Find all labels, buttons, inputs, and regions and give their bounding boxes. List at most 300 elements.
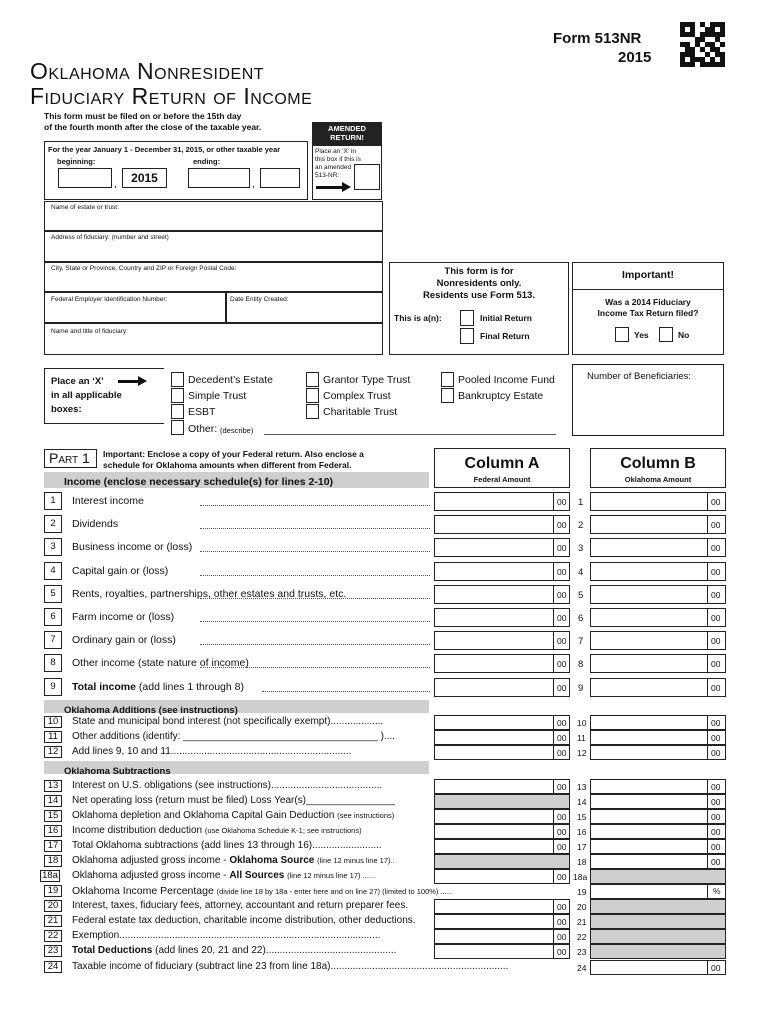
cents-divider <box>707 794 708 809</box>
cents-label: 00 <box>711 497 721 507</box>
cents-divider <box>553 839 554 854</box>
line-label-part: (use Oklahoma Schedule K-1; see instructions) <box>204 826 362 835</box>
line-number: 15 <box>44 810 62 822</box>
line-number-mid: 15 <box>577 812 587 822</box>
cents-divider <box>553 538 554 557</box>
column-b-input[interactable] <box>590 585 726 604</box>
dot-leader <box>200 551 430 552</box>
line-number-mid: 1 <box>578 497 584 508</box>
line-number: 10 <box>44 716 62 728</box>
cents-divider <box>707 492 708 511</box>
column-a-input[interactable] <box>434 914 570 929</box>
column-b-input[interactable] <box>590 515 726 534</box>
cents-divider <box>553 779 554 794</box>
part1-label-text: Part 1 <box>49 450 90 466</box>
dot-leader <box>200 667 430 668</box>
column-b-input[interactable] <box>590 562 726 581</box>
line-label-part: (line 12 minus line 17).. <box>317 856 395 865</box>
line-number-mid: 7 <box>578 636 584 648</box>
line-number: 2 <box>44 515 62 533</box>
line-label-text: Capital gain or (loss) <box>72 564 169 577</box>
cents-label: 00 <box>711 857 721 867</box>
cents-divider <box>707 779 708 794</box>
line-label-part: Oklahoma depletion and Oklahoma Capital Gain Deduction <box>72 810 335 821</box>
line-number: 23 <box>44 945 62 957</box>
line-label <box>72 915 416 926</box>
column-b-input[interactable] <box>590 678 726 697</box>
column-a-header <box>434 448 570 488</box>
line-label-part: State and municipal bond interest (not specifically exempt)................... <box>72 716 384 727</box>
column-a-input[interactable] <box>434 899 570 914</box>
other-checkbox[interactable] <box>171 420 184 435</box>
complex-trust-checkbox[interactable] <box>306 388 319 403</box>
beneficiaries-label: Number of Beneficiaries: <box>587 371 692 382</box>
cents-label: 00 <box>557 636 567 647</box>
cents-label: 00 <box>557 682 567 693</box>
line-number-mid: 10 <box>577 718 587 728</box>
column-b-input[interactable] <box>590 824 726 839</box>
cents-divider <box>707 678 708 697</box>
column-a-input[interactable] <box>434 944 570 959</box>
line-label <box>72 565 168 577</box>
line-label-part: Oklahoma adjusted gross income - <box>72 855 227 866</box>
cents-divider <box>707 538 708 557</box>
column-b-input[interactable] <box>590 715 726 730</box>
cents-label: 00 <box>557 589 567 600</box>
form-title-line2: Fiduciary Return of Income <box>30 83 313 109</box>
important-title: Important! <box>622 269 674 281</box>
column-b-input[interactable] <box>590 745 726 760</box>
column-b-input[interactable] <box>590 779 726 794</box>
beginning-year-field: 2015 <box>122 168 167 188</box>
cents-divider <box>707 585 708 604</box>
line-number: 3 <box>44 538 62 556</box>
line-label-text: Other income (state nature of income) <box>72 657 249 670</box>
column-a-input[interactable] <box>434 654 570 673</box>
charitable-trust-checkbox[interactable] <box>306 404 319 419</box>
line-label <box>72 885 453 897</box>
bankruptcy-estate-label: Bankruptcy Estate <box>458 390 544 402</box>
line-label <box>72 870 375 881</box>
no-checkbox[interactable] <box>659 327 673 342</box>
line-label-part: Oklahoma Income Percentage <box>72 885 214 897</box>
line-label-part: Federal estate tax deduction, charitable income distribution, other deductions. <box>72 915 416 926</box>
cents-label: 00 <box>711 613 721 623</box>
yes-label: Yes <box>634 330 649 340</box>
cents-divider <box>553 654 554 673</box>
dot-leader <box>262 691 430 692</box>
fiduciary-name-field[interactable] <box>44 323 383 355</box>
line-label <box>72 855 395 866</box>
arrow-right-icon <box>316 186 344 189</box>
cents-divider <box>707 809 708 824</box>
cents-divider <box>707 730 708 745</box>
part1-important-1: Important: Enclose a copy of your Federal return. Also enclose a <box>103 449 364 459</box>
cents-label: 00 <box>711 797 721 807</box>
column-b-shaded <box>590 914 726 929</box>
line-label-part: Total Oklahoma subtractions (add lines 13 through 16)......................... <box>72 840 382 851</box>
final-return-checkbox[interactable] <box>460 328 474 344</box>
percentage-input[interactable] <box>590 884 726 899</box>
grantor-trust-checkbox[interactable] <box>306 372 319 387</box>
line-label-part: (line 12 minus line 17) ...... <box>287 871 376 880</box>
cents-divider <box>707 715 708 730</box>
column-b-input[interactable] <box>590 839 726 854</box>
cents-label: 00 <box>711 827 721 837</box>
column-b-shaded <box>590 944 726 959</box>
line-number-mid: 20 <box>577 902 587 912</box>
form-title-line1: Oklahoma Nonresident <box>30 58 265 84</box>
line-number: 13 <box>44 780 62 792</box>
comma-2: , <box>252 178 255 190</box>
due-note-1: This form must be filed on or before the 15th day <box>44 111 242 121</box>
line-number: 21 <box>44 915 62 927</box>
beginning-label: beginning: <box>57 157 96 166</box>
line-number: 18a <box>40 870 60 882</box>
line-label-part: Taxable income of fiduciary (subtract line 23 from line 18a)................................................................ <box>72 961 509 972</box>
line-label <box>72 795 395 806</box>
column-b-input[interactable] <box>590 794 726 809</box>
arrow-right-icon-head <box>342 182 351 192</box>
cents-divider <box>707 745 708 760</box>
subtractions-header-text: Oklahoma Subtractions <box>64 766 171 777</box>
qr-code-icon <box>680 22 725 67</box>
simple-trust-checkbox[interactable] <box>171 388 184 403</box>
column-b-shaded <box>590 929 726 944</box>
line-label <box>72 825 362 836</box>
comma-1: , <box>114 178 117 190</box>
line-number-mid: 9 <box>578 682 584 694</box>
dot-leader <box>200 598 430 599</box>
line-number-mid: 21 <box>577 917 587 927</box>
column-b-shaded <box>590 899 726 914</box>
cents-label: 00 <box>557 748 567 758</box>
line-number: 14 <box>44 795 62 807</box>
line-number-mid: 6 <box>578 613 584 624</box>
line-number: 11 <box>44 731 62 743</box>
other-describe-input[interactable] <box>264 434 556 435</box>
arrow-right-icon-2 <box>118 380 140 383</box>
cents-label: 00 <box>557 718 567 728</box>
cents-label: 00 <box>711 520 721 531</box>
dot-leader <box>200 575 430 576</box>
dot-leader <box>200 644 430 645</box>
column-b-input[interactable] <box>590 854 726 869</box>
column-a-title: Column A <box>464 455 540 472</box>
column-b-input[interactable] <box>590 809 726 824</box>
column-a-input[interactable] <box>434 730 570 745</box>
fiduciary-address-label: Address of fiduciary: (number and street) <box>51 234 169 241</box>
amended-note: Place an ‘X’ in this box if this is an amended 513-NR: <box>315 148 361 179</box>
column-b-input[interactable] <box>590 654 726 673</box>
cents-divider <box>553 745 554 760</box>
cents-divider <box>553 585 554 604</box>
line-label-text: (add lines 1 through 8) <box>138 680 244 693</box>
cents-label: 00 <box>711 842 721 852</box>
line-label <box>72 495 144 507</box>
column-a-input[interactable] <box>434 631 570 650</box>
line-number-mid: 16 <box>577 827 587 837</box>
line-label-part: (add lines 20, 21 and 22)............................................... <box>155 945 397 956</box>
fiduciary-address-field[interactable] <box>44 231 383 262</box>
line-label-part: Total Deductions <box>72 945 153 956</box>
cents-label: 00 <box>711 812 721 822</box>
pooled-fund-label: Pooled Income Fund <box>458 374 555 386</box>
column-b-title: Column B <box>620 455 696 472</box>
cents-label: 00 <box>557 917 567 927</box>
line-number: 17 <box>44 840 62 852</box>
cents-divider <box>553 631 554 650</box>
cents-divider <box>553 515 554 534</box>
cents-label: 00 <box>557 659 567 670</box>
cents-label: 00 <box>557 782 567 792</box>
yes-checkbox[interactable] <box>615 327 629 342</box>
initial-return-label: Initial Return <box>480 313 532 323</box>
cents-label: 00 <box>557 733 567 743</box>
column-a-input[interactable] <box>434 585 570 604</box>
charitable-trust-label: Charitable Trust <box>323 406 398 418</box>
other-describe-label: (describe) <box>220 426 254 435</box>
line-number-mid: 23 <box>577 947 587 957</box>
percent-divider <box>707 884 708 899</box>
line-label <box>72 611 174 623</box>
line-number-mid: 12 <box>577 748 587 758</box>
line-label-part: Other additions (identify: ___________________________________ ).... <box>72 731 396 742</box>
line-number: 1 <box>44 492 62 510</box>
cents-divider <box>553 869 554 884</box>
cents-divider <box>553 809 554 824</box>
this-is-label: This is a(n): <box>394 313 442 323</box>
column-b-header <box>590 448 726 488</box>
line-label-text: Ordinary gain or (loss) <box>72 634 176 647</box>
line-number: 16 <box>44 825 62 837</box>
additions-header-text: Oklahoma Additions (see instructions) <box>64 705 238 716</box>
esbt-label: ESBT <box>188 406 216 418</box>
line-label-part: Interest on U.S. obligations (see instructions)........................................ <box>72 780 383 791</box>
line-label-part: Income distribution deduction <box>72 825 203 836</box>
cents-divider <box>553 929 554 944</box>
line-number: 7 <box>44 631 62 649</box>
line-label-part: All Sources <box>229 870 285 881</box>
line-label <box>72 810 394 821</box>
column-a-input[interactable] <box>434 715 570 730</box>
tax-year-line: For the year January 1 - December 31, 2015, or other taxable year <box>48 145 281 154</box>
beginning-date-input[interactable] <box>58 168 112 188</box>
line-label-part: Add lines 9, 10 and 11................................................................. <box>72 746 352 757</box>
line-label-text: Business income or (loss) <box>72 541 193 554</box>
line-number-mid: 18a <box>573 872 588 882</box>
cents-label: 00 <box>711 733 721 743</box>
column-a-input[interactable] <box>434 824 570 839</box>
line-number-mid: 5 <box>578 589 584 601</box>
dot-leader <box>200 621 430 622</box>
line-number: 20 <box>44 900 62 912</box>
important-question-2: Income Tax Return filed? <box>597 308 699 318</box>
percent-sign: % <box>713 886 721 896</box>
important-question-1: Was a 2014 Fiduciary <box>605 297 691 307</box>
cents-label: 00 <box>557 902 567 912</box>
line-label-part: Exemption.............................................................................................. <box>72 930 381 941</box>
line-label-bold: Total income <box>72 680 136 693</box>
column-a-input[interactable] <box>434 608 570 627</box>
cents-label: 00 <box>557 812 567 822</box>
cents-divider <box>707 854 708 869</box>
cents-label: 00 <box>557 520 567 531</box>
complex-trust-label: Complex Trust <box>323 390 391 402</box>
ending-date-input[interactable] <box>188 168 250 188</box>
part1-label <box>44 449 97 468</box>
column-a-input[interactable] <box>434 492 570 511</box>
estate-name-field[interactable] <box>44 201 383 231</box>
line-label <box>72 541 192 553</box>
column-a-input[interactable] <box>434 929 570 944</box>
fiduciary-name-label: Name and title of fiduciary: <box>51 328 128 335</box>
column-a-input[interactable] <box>434 562 570 581</box>
column-b-input[interactable] <box>590 960 726 975</box>
line-number: 4 <box>44 562 62 580</box>
cents-divider <box>553 562 554 581</box>
cents-divider <box>707 839 708 854</box>
line-label-part: (see instructions) <box>337 811 395 820</box>
line-label <box>72 900 408 911</box>
amended-checkbox[interactable] <box>354 164 380 190</box>
column-b-input[interactable] <box>590 730 726 745</box>
important-box <box>572 262 724 355</box>
line-label-part: Oklahoma Source <box>229 855 315 866</box>
cents-label: 00 <box>557 543 567 554</box>
cents-label: 00 <box>711 636 721 647</box>
cents-label: 00 <box>557 932 567 942</box>
amended-header <box>312 122 382 146</box>
important-divider <box>573 289 723 290</box>
cents-label: 00 <box>557 827 567 837</box>
cents-divider <box>553 914 554 929</box>
line-label-text: Dividends <box>72 518 119 531</box>
cents-divider <box>707 824 708 839</box>
line-label <box>72 731 395 742</box>
cents-divider <box>707 562 708 581</box>
date-created-label: Date Entity Created: <box>230 296 289 303</box>
line-number: 24 <box>44 961 62 973</box>
line-number-mid: 8 <box>578 659 584 671</box>
place-x-label-1: Place an ‘X’ <box>51 376 104 387</box>
cents-divider <box>553 608 554 627</box>
arrow-right-icon-2-head <box>138 376 147 386</box>
line-label-text: Rents, royalties, partnerships, other estates and trusts, etc. <box>72 587 347 600</box>
column-a-input[interactable] <box>434 869 570 884</box>
bankruptcy-estate-checkbox[interactable] <box>441 388 454 403</box>
line-number-mid: 17 <box>577 842 587 852</box>
line-label <box>72 930 380 941</box>
line-label <box>72 634 176 646</box>
cents-label: 00 <box>711 963 721 973</box>
line-number-mid: 14 <box>577 797 587 807</box>
final-return-label: Final Return <box>480 331 530 341</box>
line-number-mid: 2 <box>578 520 584 532</box>
cents-divider <box>553 824 554 839</box>
line-label-text: Interest income <box>72 495 144 507</box>
nonresident-line1: This form is for <box>444 266 514 277</box>
column-b-input[interactable] <box>590 492 726 511</box>
column-b-subtitle: Oklahoma Amount <box>624 475 692 484</box>
date-created-field[interactable] <box>226 292 383 323</box>
line-number: 8 <box>44 654 62 672</box>
form-number: Form 513NR <box>553 30 642 47</box>
no-label: No <box>678 330 690 340</box>
cents-label: 00 <box>557 497 567 507</box>
dot-leader <box>200 505 430 506</box>
ending-year-input[interactable] <box>260 168 300 188</box>
pooled-fund-checkbox[interactable] <box>441 372 454 387</box>
column-b-input[interactable] <box>590 608 726 627</box>
column-a-input[interactable] <box>434 515 570 534</box>
line-label <box>72 716 383 727</box>
cents-label: 00 <box>711 566 721 577</box>
column-a-input[interactable] <box>434 779 570 794</box>
column-a-input[interactable] <box>434 745 570 760</box>
decedent-estate-checkbox[interactable] <box>171 372 184 387</box>
cents-divider <box>553 730 554 745</box>
column-b-input[interactable] <box>590 631 726 650</box>
amended-label-2: RETURN! <box>330 133 364 142</box>
column-a-input[interactable] <box>434 809 570 824</box>
cents-divider <box>553 715 554 730</box>
esbt-checkbox[interactable] <box>171 404 184 419</box>
fein-field[interactable] <box>44 292 226 323</box>
nonresident-box <box>389 262 569 355</box>
cents-label: 00 <box>557 872 567 882</box>
grantor-trust-label: Grantor Type Trust <box>323 374 411 386</box>
initial-return-checkbox[interactable] <box>460 310 474 326</box>
column-b-input[interactable] <box>590 538 726 557</box>
line-number: 12 <box>44 746 62 758</box>
column-a-input[interactable] <box>434 839 570 854</box>
column-a-input[interactable] <box>434 678 570 697</box>
column-b-shaded <box>590 869 726 884</box>
cents-label: 00 <box>711 682 721 693</box>
city-state-zip-field[interactable] <box>44 262 383 292</box>
line-number-mid: 18 <box>577 857 587 867</box>
line-label <box>72 518 118 530</box>
line-number-mid: 4 <box>578 566 584 578</box>
line-number: 9 <box>44 678 62 696</box>
cents-divider <box>553 944 554 959</box>
cents-label: 00 <box>711 718 721 728</box>
beneficiaries-count-field[interactable] <box>572 364 724 436</box>
line-label <box>72 840 382 851</box>
cents-label: 00 <box>557 566 567 577</box>
nonresident-line2: Nonresidents only. <box>436 278 522 289</box>
line-number-mid: 22 <box>577 932 587 942</box>
additions-header <box>44 700 429 716</box>
line-label <box>72 746 351 757</box>
cents-divider <box>553 678 554 697</box>
form-year: 2015 <box>618 49 652 66</box>
income-header-text: Income (enclose necessary schedule(s) for lines 2-10) <box>64 476 334 488</box>
cents-divider <box>707 608 708 627</box>
line-number-mid: 24 <box>577 963 587 973</box>
due-note-2: of the fourth month after the close of the taxable year. <box>44 122 262 132</box>
ending-label: ending: <box>193 157 221 166</box>
cents-label: 00 <box>711 589 721 600</box>
line-number-mid: 11 <box>577 733 586 743</box>
place-x-label-2: in all applicable <box>51 390 122 401</box>
simple-trust-label: Simple Trust <box>188 390 247 402</box>
column-a-input[interactable] <box>434 538 570 557</box>
amended-label-1: AMENDED <box>328 124 366 133</box>
cents-divider <box>553 899 554 914</box>
place-x-label-3: boxes: <box>51 404 82 415</box>
